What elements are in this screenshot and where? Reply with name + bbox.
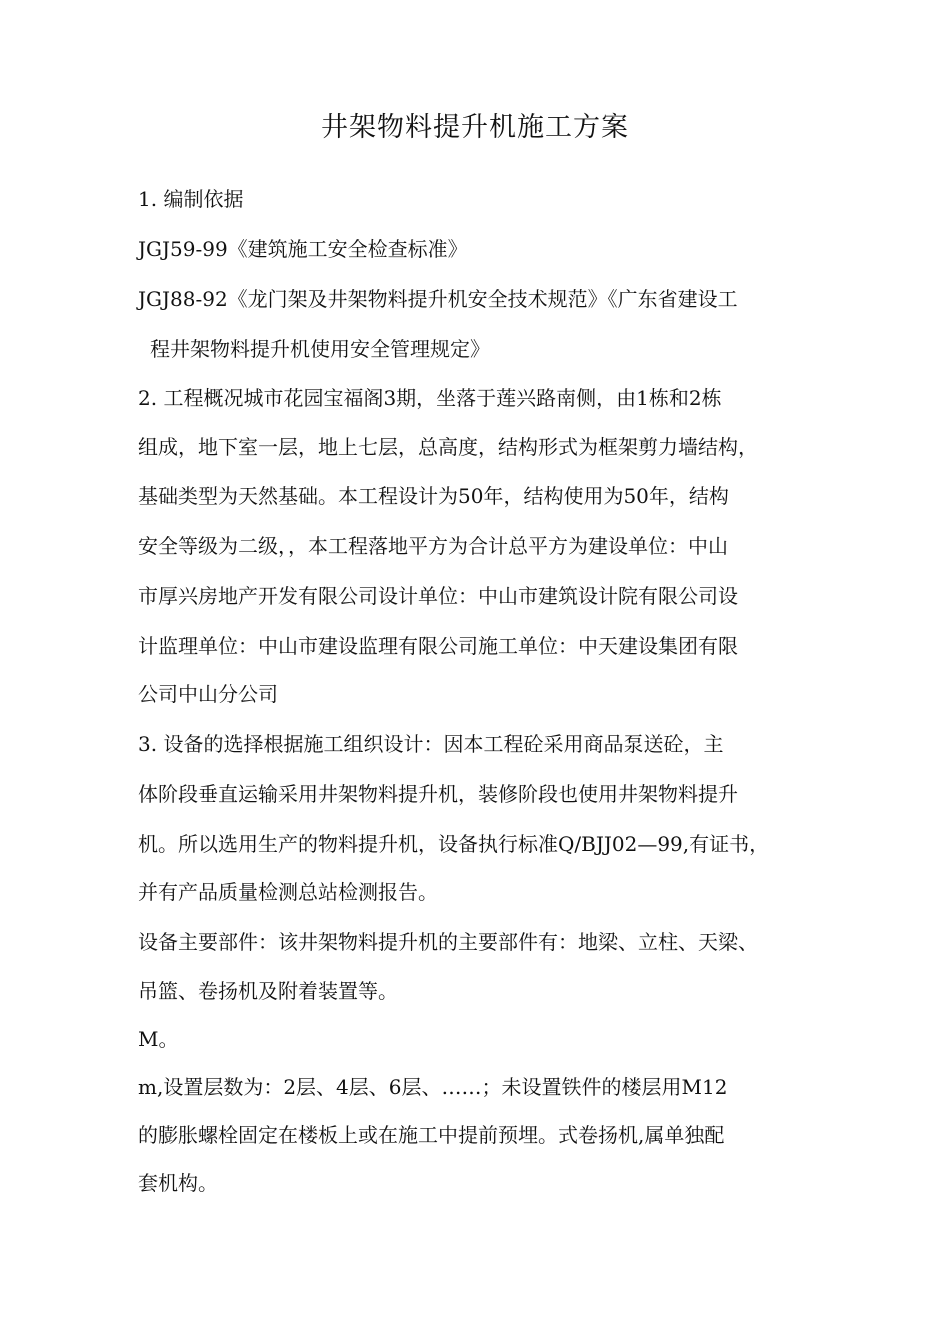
body-line: 计监理单位：中山市建设监理有限公司施工单位：中天建设集团有限 (138, 634, 738, 658)
heading-basis: 1. 编制依据 (138, 187, 244, 211)
body-line: 套机构。 (138, 1171, 218, 1195)
body-line: m,设置层数为：2层、4层、6层、……；未设置铁件的楼层用M12 (138, 1075, 728, 1099)
body-line: 基础类型为天然基础。本工程设计为50年，结构使用为50年，结构 (138, 484, 729, 508)
body-line: 的膨胀螺栓固定在楼板上或在施工中提前预埋。式卷扬机,属单独配 (138, 1123, 725, 1147)
body-line: 组成，地下室一层，地上七层，总高度，结构形式为框架剪力墙结构， (138, 435, 758, 459)
body-line: 机。所以选用生产的物料提升机，设备执行标准Q/BJJ02—99,有证书， (138, 832, 770, 856)
body-line: 体阶段垂直运输采用井架物料提升机，装修阶段也使用井架物料提升 (138, 782, 738, 806)
body-line: 公司中山分公司 (138, 682, 278, 706)
heading-overview: 2. 工程概况城市花园宝福阁3期，坐落于莲兴路南侧，由1栋和2栋 (138, 386, 722, 410)
body-line: JGJ59-99《建筑施工安全检查标准》 (138, 237, 468, 261)
page-title: 井架物料提升机施工方案 (321, 112, 629, 143)
heading-equipment: 3. 设备的选择根据施工组织设计：因本工程砼采用商品泵送砼，主 (138, 732, 724, 756)
body-line: 吊篮、卷扬机及附着装置等。 (138, 979, 398, 1003)
body-line: 设备主要部件：该井架物料提升机的主要部件有：地梁、立柱、天梁、 (138, 930, 758, 954)
body-line: 安全等级为二级，，本工程落地平方为合计总平方为建设单位：中山 (138, 534, 728, 558)
body-line: 并有产品质量检测总站检测报告。 (138, 880, 438, 904)
body-line: JGJ88-92《龙门架及井架物料提升机安全技术规范》《广东省建设工 (138, 287, 738, 311)
body-line: M。 (138, 1027, 179, 1051)
body-line: 程井架物料提升机使用安全管理规定》 (150, 337, 490, 361)
body-line: 市厚兴房地产开发有限公司设计单位：中山市建筑设计院有限公司设 (138, 584, 738, 608)
